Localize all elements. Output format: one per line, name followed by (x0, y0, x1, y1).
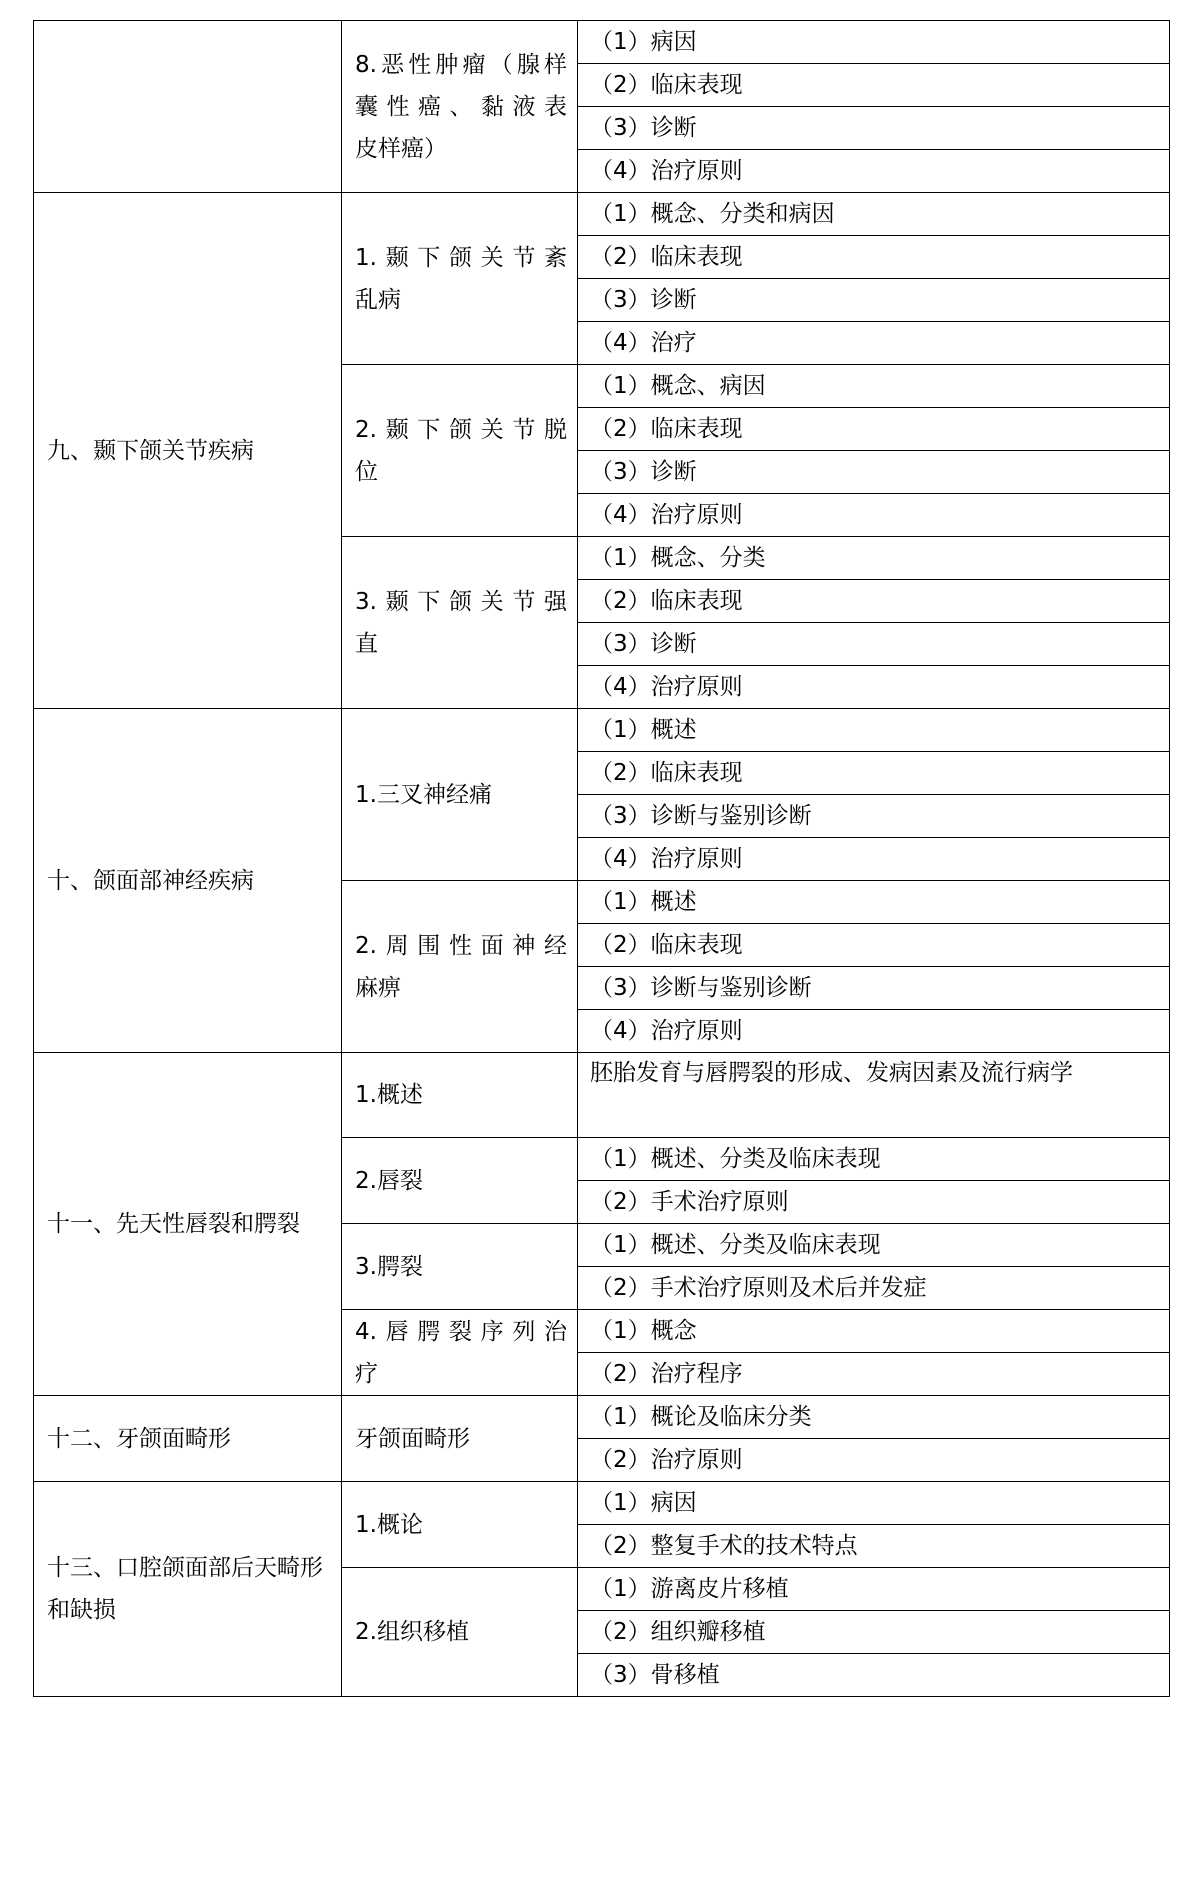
unit-cell (342, 881, 578, 1052)
point-list (578, 1138, 1169, 1223)
point-item: 胚胎发育与唇腭裂的形成、发病因素及流行病学 (590, 1060, 1073, 1086)
point-list (578, 1482, 1169, 1567)
unit-title (355, 1160, 567, 1202)
point-item: （2）临床表现 (578, 752, 1169, 795)
unit-title-line: 位 (355, 458, 378, 485)
point-item: （4）治疗原则 (590, 846, 743, 872)
unit-cell (342, 1396, 578, 1481)
point-item: （2）临床表现 (578, 408, 1169, 451)
unit-title-line: 3.颞下颌关节强 (355, 588, 567, 615)
point-item: （3）骨移植 (590, 1662, 720, 1688)
point-item: （1）游离皮片移植 (578, 1568, 1169, 1611)
unit-group (342, 1482, 1169, 1696)
point-item: （3）诊断 (578, 279, 1169, 322)
chapter-cell (34, 21, 342, 192)
unit-title (355, 1418, 567, 1460)
unit-row (342, 1138, 1169, 1224)
unit-title-line: 2.周围性面神经 (355, 932, 567, 959)
unit-cell (342, 1138, 578, 1223)
point-list (578, 1310, 1169, 1395)
point-item: （4）治疗 (590, 330, 697, 356)
point-item: （2）组织瓣移植 (578, 1611, 1169, 1654)
unit-row (342, 1396, 1169, 1481)
chapter-title: 十三、口腔颌面部后天畸形和缺损 (47, 1555, 323, 1623)
unit-row (342, 365, 1169, 537)
point-item: （1）概述、分类及临床表现 (578, 1138, 1169, 1181)
point-item: （2）整复手术的技术特点 (590, 1533, 858, 1559)
syllabus-table (33, 20, 1170, 1697)
point-item: （2）临床表现 (578, 64, 1169, 107)
chapter-section (33, 1482, 1170, 1697)
point-item: （2）临床表现 (578, 924, 1169, 967)
point-item: （1）概论及临床分类 (578, 1396, 1169, 1439)
point-list (578, 1396, 1169, 1481)
chapter-title: 十一、先天性唇裂和腭裂 (47, 1211, 300, 1237)
point-list (578, 709, 1169, 880)
unit-title-line: 囊性癌、黏液表 (355, 93, 567, 120)
point-item: （4）治疗原则 (590, 674, 743, 700)
point-list (578, 365, 1169, 536)
unit-title (355, 925, 567, 1009)
unit-title-line: 2.组织移植 (355, 1619, 469, 1645)
point-item: （1）病因 (578, 1482, 1169, 1525)
unit-group (342, 709, 1169, 1052)
point-item: （1）概述 (578, 709, 1169, 752)
chapter-section (33, 1396, 1170, 1482)
unit-title-line: 1.颞下颌关节紊 (355, 244, 567, 271)
point-item: （1）概念、分类和病因 (578, 193, 1169, 236)
unit-title (355, 1074, 567, 1116)
point-item: （2）临床表现 (578, 580, 1169, 623)
unit-title (355, 1311, 567, 1395)
unit-row (342, 1310, 1169, 1395)
chapter-cell (34, 709, 342, 1052)
unit-title-line: 1.三叉神经痛 (355, 781, 492, 808)
chapter-section (33, 1053, 1170, 1396)
point-item: （1）病因 (578, 21, 1169, 64)
chapter-cell (34, 1482, 342, 1696)
chapter-title: 十二、牙颌面畸形 (47, 1425, 231, 1452)
point-list (578, 193, 1169, 364)
point-list (578, 1053, 1169, 1137)
point-item: （2）手术治疗原则及术后并发症 (590, 1275, 927, 1301)
point-item: （3）诊断与鉴别诊断 (578, 967, 1169, 1010)
unit-cell (342, 1224, 578, 1309)
unit-row (342, 881, 1169, 1052)
point-item: （4）治疗原则 (590, 158, 743, 184)
unit-row (342, 709, 1169, 881)
unit-title (355, 237, 567, 321)
point-item: （1）概述 (578, 881, 1169, 924)
unit-row (342, 21, 1169, 192)
point-item: （2）治疗程序 (590, 1361, 743, 1387)
unit-title-line: 牙颌面畸形 (355, 1425, 470, 1452)
unit-title (355, 1611, 567, 1653)
point-item: （1）概念、分类 (578, 537, 1169, 580)
point-item: （3）诊断 (578, 451, 1169, 494)
unit-title-line: 麻痹 (355, 974, 401, 1001)
point-list (578, 1568, 1169, 1696)
chapter-title: 十、颌面部神经疾病 (47, 867, 254, 894)
unit-title (355, 1504, 567, 1546)
unit-title-line: 3.腭裂 (355, 1253, 423, 1280)
unit-title-line: 2.唇裂 (355, 1167, 423, 1194)
unit-row (342, 1053, 1169, 1138)
unit-group (342, 1053, 1169, 1395)
unit-cell (342, 537, 578, 708)
chapter-section (33, 193, 1170, 709)
unit-title-line: 8.恶性肿瘤（腺样 (355, 51, 567, 78)
unit-group (342, 21, 1169, 192)
point-item: （2）临床表现 (578, 236, 1169, 279)
point-item: （2）治疗原则 (590, 1447, 743, 1473)
point-item: （1）概述、分类及临床表现 (578, 1224, 1169, 1267)
unit-title (355, 774, 567, 816)
unit-cell (342, 21, 578, 192)
chapter-title: 九、颞下颌关节疾病 (47, 437, 254, 464)
unit-cell (342, 1482, 578, 1567)
unit-title-line: 皮样癌） (355, 135, 447, 162)
unit-row (342, 193, 1169, 365)
point-item: （3）诊断 (578, 623, 1169, 666)
unit-title (355, 581, 567, 665)
unit-cell (342, 709, 578, 880)
point-item: （3）诊断 (578, 107, 1169, 150)
unit-title (355, 1246, 567, 1288)
unit-row (342, 1224, 1169, 1310)
point-list (578, 881, 1169, 1052)
unit-title (355, 409, 567, 493)
point-item: （1）概念 (578, 1310, 1169, 1353)
unit-row (342, 1482, 1169, 1568)
chapter-cell (34, 193, 342, 708)
chapter-section (33, 20, 1170, 193)
chapter-cell (34, 1396, 342, 1481)
unit-group (342, 193, 1169, 708)
unit-cell (342, 193, 578, 364)
unit-row (342, 1568, 1169, 1696)
unit-title (355, 44, 567, 170)
point-list (578, 1224, 1169, 1309)
point-item: （4）治疗原则 (590, 1018, 743, 1044)
point-item: （4）治疗原则 (590, 502, 743, 528)
chapter-section (33, 709, 1170, 1053)
unit-group (342, 1396, 1169, 1481)
unit-title-line: 直 (355, 630, 378, 657)
unit-title-line: 疗 (355, 1360, 378, 1387)
unit-title-line: 2.颞下颌关节脱 (355, 416, 567, 443)
unit-cell (342, 365, 578, 536)
point-list (578, 537, 1169, 708)
chapter-cell (34, 1053, 342, 1395)
unit-title-line: 乱病 (355, 286, 401, 313)
unit-cell (342, 1568, 578, 1696)
point-item: （1）概念、病因 (578, 365, 1169, 408)
unit-cell (342, 1053, 578, 1137)
point-item: （3）诊断与鉴别诊断 (578, 795, 1169, 838)
unit-cell (342, 1310, 578, 1395)
unit-title-line: 1.概述 (355, 1082, 423, 1108)
unit-title-line: 4.唇腭裂序列治 (355, 1318, 567, 1345)
point-list (578, 21, 1169, 192)
unit-title-line: 1.概论 (355, 1511, 423, 1538)
unit-row (342, 537, 1169, 708)
point-item: （2）手术治疗原则 (590, 1189, 789, 1215)
